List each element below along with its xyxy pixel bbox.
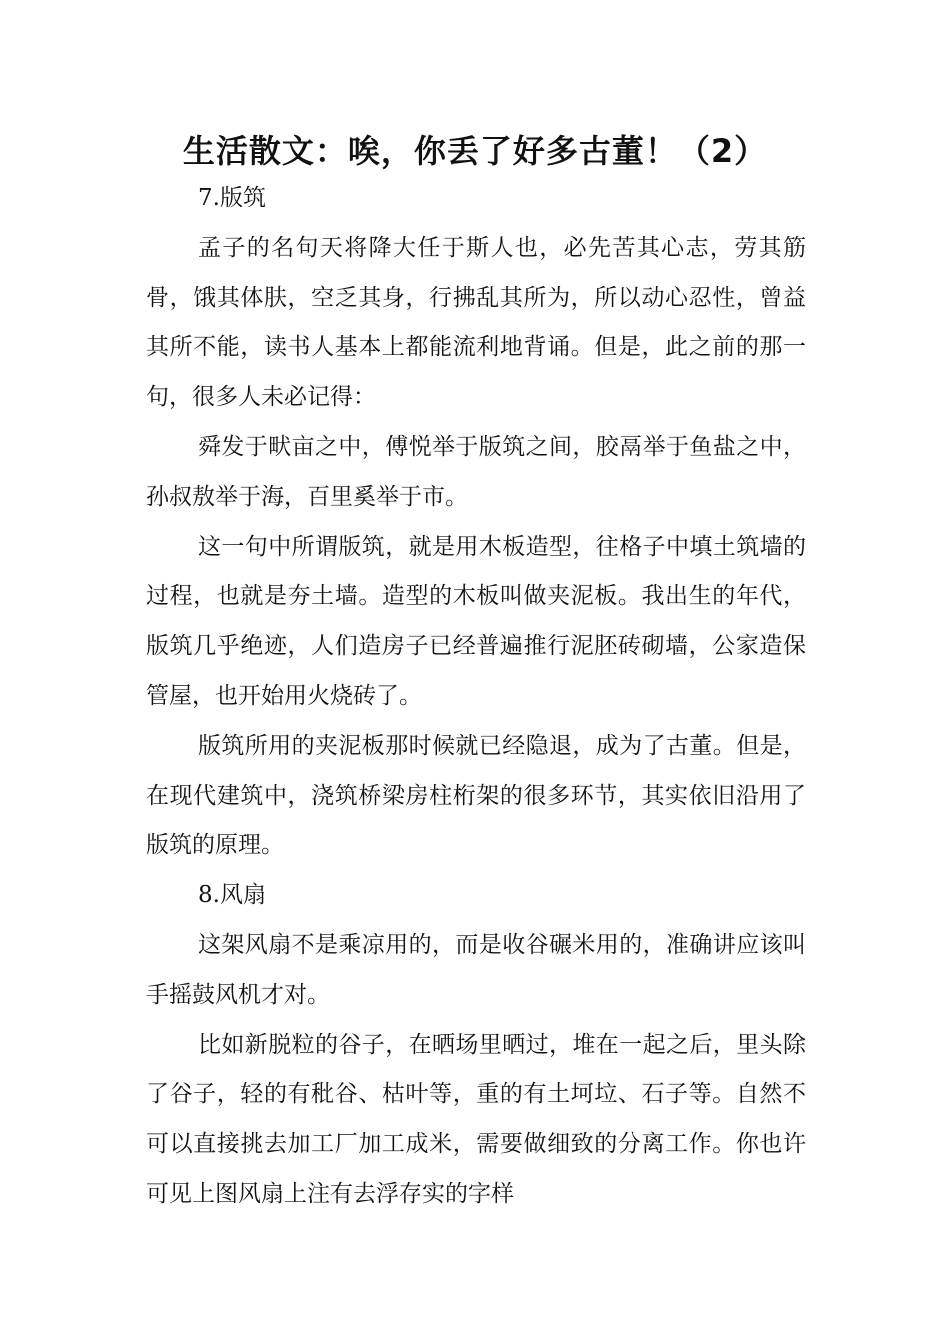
paragraph: 这架风扇不是乘凉用的，而是收谷碾米用的，准确讲应该叫手摇鼓风机才对。 <box>146 931 806 1008</box>
document-body <box>146 174 806 1220</box>
section-heading-banzhu: 7.版筑 <box>198 185 266 211</box>
section-heading-fengshan: 8.风扇 <box>198 882 266 909</box>
paragraph: 比如新脱粒的谷子，在晒场里晒过，堆在一起之后，里头除了谷子，轻的有秕谷、枯叶等，重的有土坷垃、石子等。自然不可以直接挑去加工厂加工成米，需要做细致的分离工作。你也许可见上图风扇上注有去浮存实的字样 <box>146 1031 806 1207</box>
paragraph: 舜发于畎亩之中，傅悦举于版筑之间，胶鬲举于鱼盐之中，孙叔敖举于海，百里奚举于市。 <box>146 433 806 510</box>
paragraph: 孟子的名句天将降大任于斯人也，必先苦其心志，劳其筋骨，饿其体肤，空乏其身，行拂乱其所为，所以动心忍性，曾益其所不能，读书人基本上都能流利地背诵。但是，此之前的那一句，很多人未必记得： <box>146 234 806 411</box>
paragraph: 这一句中所谓版筑，就是用木板造型，往格子中填土筑墙的过程，也就是夯土墙。造型的木板叫做夹泥板。我出生的年代，版筑几乎绝迹，人们造房子已经普遍推行泥胚砖砌墙，公家造保管屋，也开始用火烧砖了。 <box>146 533 806 709</box>
paragraph: 版筑所用的夹泥板那时候就已经隐退，成为了古董。但是，在现代建筑中，浇筑桥梁房柱桁架的很多环节，其实依旧沿用了版筑的原理。 <box>146 732 806 859</box>
document-title: 生活散文：唉，你丢了好多古董！（2） <box>182 132 768 170</box>
